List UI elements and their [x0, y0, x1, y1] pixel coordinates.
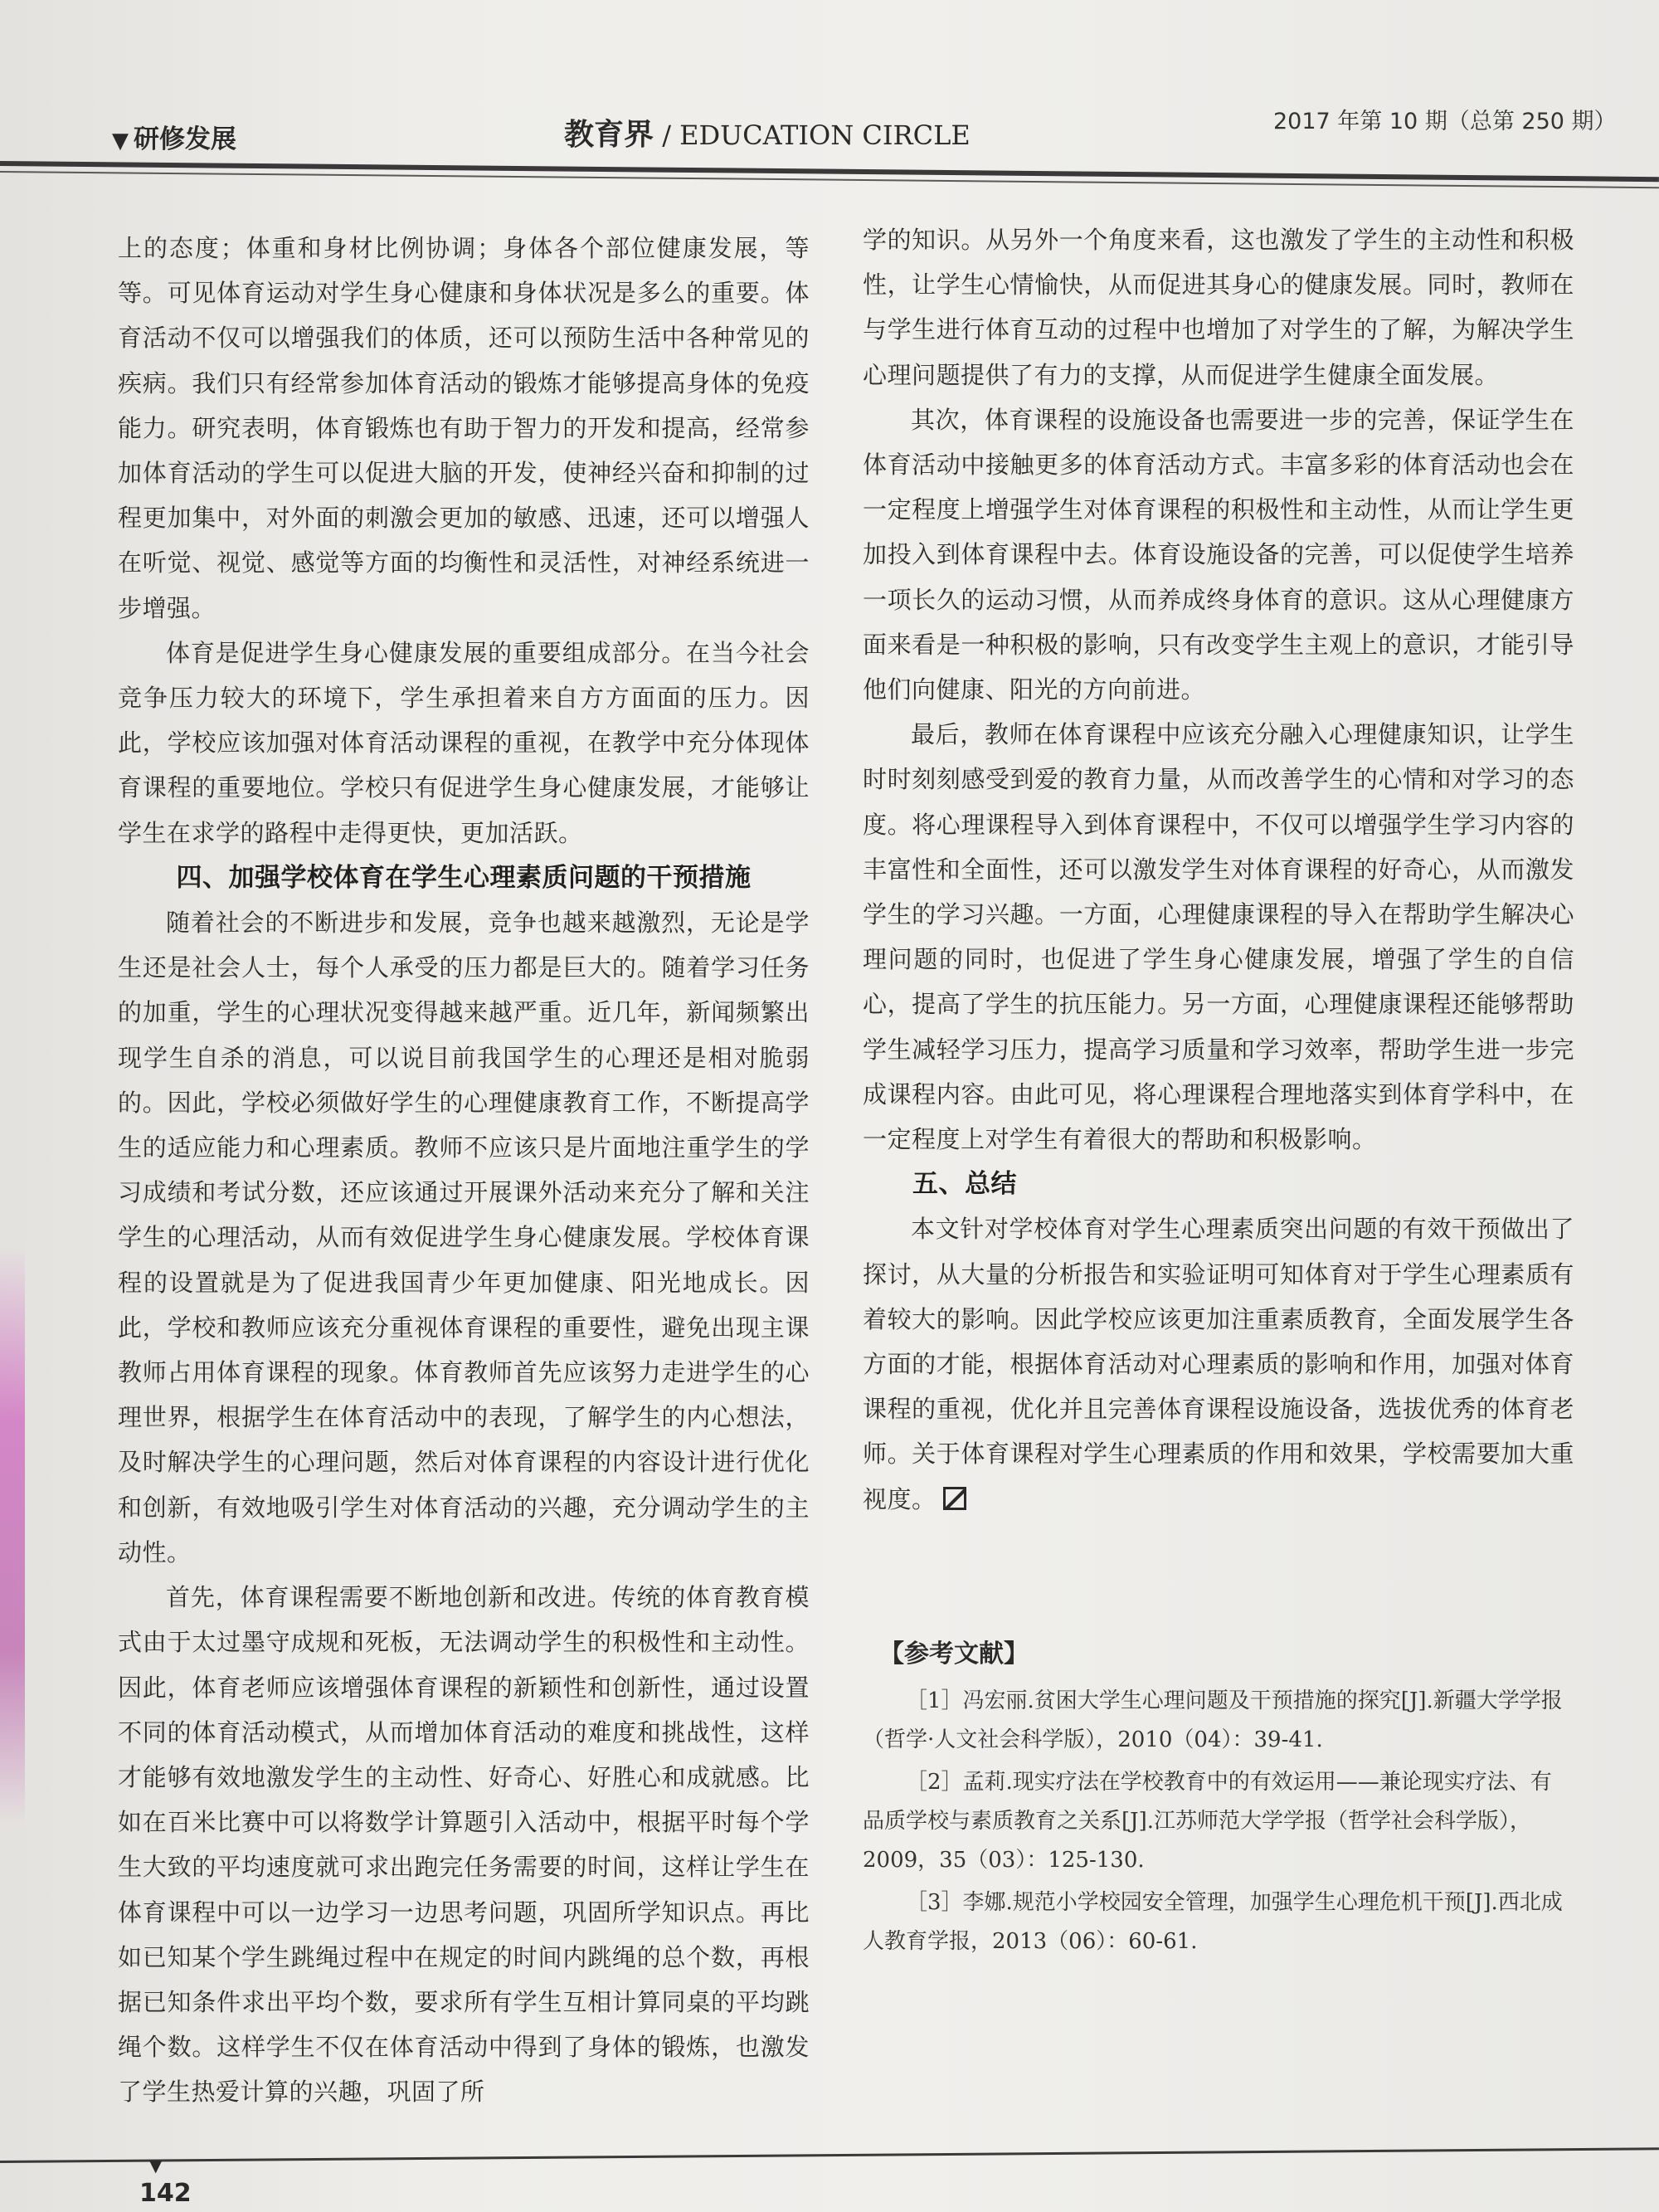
footer-rule — [0, 2147, 1659, 2163]
left-column — [118, 226, 810, 2115]
section-header — [112, 118, 236, 155]
triangle-marker-icon: ▼ — [112, 129, 129, 153]
page-number: 142 — [139, 2179, 192, 2208]
journal-title-en: EDUCATION CIRCLE — [679, 119, 971, 151]
right-column — [863, 217, 1574, 1522]
reference-item: ［3］李娜.规范小学校园安全管理，加强学生心理危机干预[J].西北成人教育学报，2013（06）：60-61. — [863, 1890, 1563, 1954]
reference-item: ［2］孟莉.现实疗法在学校教育中的有效运用——兼论现实疗法、有品质学校与素质教育之关系[J].江苏师范大学学报（哲学社会科学版），2009，35（03）：125-130. — [863, 1770, 1552, 1873]
references-title: 【参考文献】 — [879, 1640, 1029, 1669]
page-marker-icon: ▼ — [149, 2156, 163, 2175]
section-heading: 五、总结 — [912, 1169, 1017, 1200]
section-title: 研修发展 — [134, 124, 236, 154]
paragraph: 体育是促进学生身心健康发展的重要组成部分。在当今社会竞争压力较大的环境下，学生承担着来自方方面面的压力。因此，学校应该加强对体育活动课程的重视，在教学中充分体现体育课程的重要地位。学校只有促进学生身心健康发展，才能够让学生在求学的路程中走得更快，更加活跃。 — [118, 638, 810, 847]
journal-title-sep: / — [654, 119, 680, 151]
paragraph: 学的知识。从另外一个角度来看，这也激发了学生的主动性和积极性，让学生心情愉快，从而促进其身心的健康发展。同时，教师在与学生进行体育互动的过程中也增加了对学生的了解，为解决学生心理问题提供了有力的支撑，从而促进学生健康全面发展。 — [863, 226, 1574, 389]
issue-info: 2017 年第 10 期（总第 250 期） — [1273, 109, 1617, 134]
paragraph — [863, 1206, 1574, 1521]
paragraph: 首先，体育课程需要不断地创新和改进。传统的体育教育模式由于太过墨守成规和死板，无法调动学生的积极性和主动性。因此，体育老师应该增强体育课程的新颖性和创新性，通过设置不同的体育活动模式，从而增加体育活动的难度和挑战性，这样才能够有效地激发学生的主动性、好奇心、好胜心和成就感。比如在百米比赛中可以将数学计算题引入活动中，根据平时每个学生大致的平均速度就可求出跑完任务需要的时间，这样让学生在体育课程中可以一边学习一边思考问题，巩固所学知识点。再比如已知某个学生跳绳过程中在规定的时间内跳绳的总个数，再根据已知条件求出平均个数，要求所有学生互相计算同桌的平均跳绳个数。这样学生不仅在体育活动中得到了身体的锻炼，也激发了学生热爱计算的兴趣，巩固了所 — [118, 1583, 810, 2107]
paragraph: 其次，体育课程的设施设备也需要进一步的完善，保证学生在体育活动中接触更多的体育活动方式。丰富多彩的体育活动也会在一定程度上增强学生对体育课程的积极性和主动性，从而让学生更加投入到体育课程中去。体育设施设备的完善，可以促使学生培养一项长久的运动习惯，从而养成终身体育的意识。这从心理健康方面来看是一种积极的影响，只有改变学生主观上的意识，才能引导他们向健康、阳光的方向前进。 — [863, 405, 1574, 704]
paragraph: 上的态度；体重和身材比例协调；身体各个部位健康发展，等等。可见体育运动对学生身心健康和身体状况是多么的重要。体育活动不仅可以增强我们的体质，还可以预防生活中各种常见的疾病。我们只有经常参加体育活动的锻炼才能够提高身体的免疫能力。研究表明，体育锻炼也有助于智力的开发和提高，经常参加体育活动的学生可以促进大脑的开发，使神经兴奋和抑制的过程更加集中，对外面的刺激会更加的敏感、迅速，还可以增强人在听觉、视觉、感觉等方面的均衡性和灵活性，对神经系统进一步增强。 — [118, 234, 810, 622]
conclusion-text: 本文针对学校体育对学生心理素质突出问题的有效干预做出了探讨，从大量的分析报告和实验证明可知体育对于学生心理素质有着较大的影响。因此学校应该更加注重素质教育，全面发展学生各方面的才能，根据体育活动对心理素质的影响和作用，加强对体育课程的重视，优化并且完善体育课程设施设备，选拔优秀的体育老师。关于体育课程对学生心理素质的作用和效果，学校需要加大重视度。 — [863, 1215, 1574, 1513]
references — [863, 1635, 1568, 1965]
reference-item: ［1］冯宏丽.贫困大学生心理问题及干预措施的探究[J].新疆大学学报（哲学·人文社会科学版），2010（04）：39-41. — [863, 1688, 1563, 1752]
magenta-page-edge — [0, 1245, 25, 1825]
end-mark-icon — [943, 1487, 966, 1510]
journal-title — [564, 111, 971, 153]
journal-title-cn: 教育界 — [564, 118, 654, 152]
paragraph: 最后，教师在体育课程中应该充分融入心理健康知识，让学生时时刻刻感受到爱的教育力量，从而改善学生的心情和对学习的态度。将心理课程导入到体育课程中，不仅可以增强学生学习内容的丰富性和全面性，还可以激发学生对体育课程的好奇心，从而激发学生的学习兴趣。一方面，心理健康课程的导入在帮助学生解决心理问题的同时，也促进了学生身心健康发展，增强了学生的自信心，提高了学生的抗压能力。另一方面，心理健康课程还能够帮助学生减轻学习压力，提高学习质量和学习效率，帮助学生进一步完成课程内容。由此可见，将心理课程合理地落实到体育学科中，在一定程度上对学生有着很大的帮助和积极影响。 — [863, 720, 1574, 1154]
section-heading: 四、加强学校体育在学生心理素质问题的干预措施 — [176, 862, 752, 893]
paragraph: 随着社会的不断进步和发展，竞争也越来越激烈，无论是学生还是社会人士，每个人承受的压力都是巨大的。随着学习任务的加重，学生的心理状况变得越来越严重。近几年，新闻频繁出现学生自杀的消息，可以说目前我国学生的心理还是相对脆弱的。因此，学校必须做好学生的心理健康教育工作，不断提高学生的适应能力和心理素质。教师不应该只是片面地注重学生的学习成绩和考试分数，还应该通过开展课外活动来充分了解和关注学生的心理活动，从而有效促进学生身心健康发展。学校体育课程的设置就是为了促进我国青少年更加健康、阳光地成长。因此，学校和教师应该充分重视体育课程的重要性，避免出现主课教师占用体育课程的现象。体育教师首先应该努力走进学生的心理世界，根据学生在体育活动中的表现，了解学生的内心想法，及时解决学生的心理问题，然后对体育课程的内容设计进行优化和创新，有效地吸引学生对体育活动的兴趣，充分调动学生的主动性。 — [118, 909, 810, 1566]
